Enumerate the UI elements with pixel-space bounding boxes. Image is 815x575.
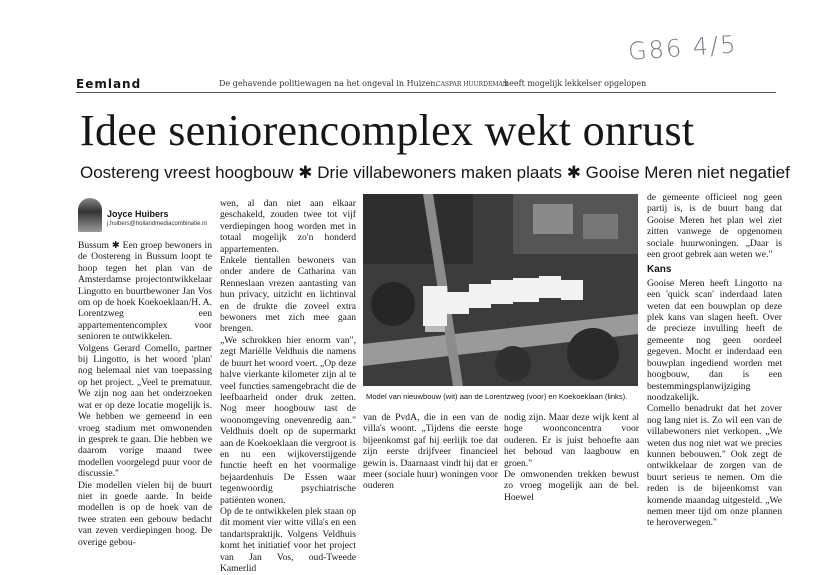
author-photo [78,198,102,232]
subheadline: Oostereng vreest hoogbouw ✱ Drie villabewoners maken plaats ✱ Gooise Meren niet negatief [80,163,790,182]
paragraph: „We schrokken hier enorm van", zegt Mariëlle Veldhuis die namens de buurt het woord voert. „Op deze halve vierkante kilometer zijn al te veel functies samengebracht die de leefbaarheid onder druk zetten. Nog meer hoogbouw tast de woonomgeving onevenredig aan." Veldhuis doelt op de supermarkt aan de Koekoeklaan die vergroot is en nu een wijkoverstijgende functie heeft en het voormalige bejaardenhuis De Essen waar tegenwoordig psychiatrische patiënten wonen. [220,334,356,506]
article-column-2 [220,198,356,574]
section-label: Eemland [76,77,142,91]
article-column-3 [363,412,498,492]
paragraph: nodig zijn. Maar deze wijk kent al hoge woonconcentra voor ouderen. Er is juist behoefte aan het behoud van laagbouw en groen." [504,412,639,469]
paragraph: van de PvdA, die in een van de villa's woont. „Tijdens die eerste bijeenkomst gaf hij eerlijk toe dat zijn eerste drijfveer financieel gewin is. Daarnaast vindt hij dat er meer (sociale huur) woningen voor ouderen [363,412,498,492]
running-head-right: heeft mogelijk lekkelser opgelopen [504,79,647,88]
paragraph: Volgens Gerard Comello, partner bij Lingotto, is het woord 'plan' nog helemaal niet van toepassing op het project. „Veel te prematuur. We zijn nog aan het onderzoeken wat er op deze locatie mogelijk is. We hebben we gemeend in een vroeg stadium met omwonenden in gesprek te gaan. Die hebben we daarom vorige maand twee modellen voorgelegd puur voor de discussie." [78,342,212,480]
handwritten-annotation: G86 4/5 [627,30,739,66]
paragraph: Comello benadrukt dat het zover nog lang niet is. Zo wil een van de villabewoners niet verkopen. „We weten dus nog niet wat we precies kunnen bebouwen." Ook zegt de ontwikkelaar de zorgen van de buurt serieus te nemen. Om die reden is de bijeenkomst van komende maandag uitgesteld. „We nemen meer tijd om onze plannen te heroverwegen." [647,403,782,529]
author-name: Joyce Huibers [107,209,169,219]
article-column-1 [78,240,212,548]
headline: Idee seniorencomplex wekt onrust [80,106,695,155]
aerial-photo-graphic [363,194,638,386]
article-column-5 [647,192,782,529]
paragraph: Die modellen vielen bij de buurt niet in goede aarde. In beide modellen is op de hoek van de twee straten een gebouw bedacht van zeven verdiepingen hoog. De overige gebou- [78,479,212,548]
paragraph: wen, al dan niet aan elkaar geschakeld, zouden twee tot vijf verdiepingen hoog worden met in totaal mogelijk zo'n honderd appartementen. [220,198,356,255]
photo-caption: Model van nieuwbouw (wit) aan de Lorentzweg (voor) en Koekoeklaan (links). [366,392,628,401]
running-head-left: De gehavende politiewagen na het ongeval in Huizen. [219,79,438,88]
paragraph: Gooise Meren heeft Lingotto na een 'quick scan' inderdaad laten weten dat een bouwplan op deze plek kans van slagen heeft. Over de precieze invulling heeft de gemeente nog geen oordeel gegeven. Mocht er inderdaad een bouwplan ingediend worden met hoogbouw, dan is een bestemmingsplanwijziging noodzakelijk. [647,277,782,403]
aerial-model-photo [363,194,638,386]
paragraph: Enkele tientallen bewoners van onder andere de Catharina van Renneslaan vrezen aantasting van hun privacy, uitzicht en lichtinval en de drukte die zoveel extra bewoners met zich mee gaan brengen. [220,255,356,335]
paragraph: De omwonenden trekken bewust zo vroeg mogelijk aan de bel. Hoewel [504,469,639,503]
paragraph: de gemeente officieel nog geen partij is, is de buurt bang dat Gooise Meren het plan wel ziet zitten vanwege de opgenomen sociale huurwoningen. „Daar is een groot gebrek aan weten we." [647,192,782,261]
running-head-credit: CASPAR HUURDEMAN [436,81,509,88]
paragraph: Bussum ✱ Een groep bewoners in de Oostereng in Bussum loopt te hoop tegen het plan van de Amsterdamse projectontwikkelaar Lingotto en buurtbewoner Jan Vos om op de hoek Koekoeklaan/H. A. Lorentzweg een appartementencomplex voor senioren te ontwikkelen. [78,240,212,343]
intertitle: Kans [647,264,672,276]
article-column-4 [504,412,639,503]
author-email: j.huibers@hollandmediacombinatie.nl [107,221,207,227]
paragraph: Op de te ontwikkelen plek staan op dit moment vier witte villa's en een tandartspraktijk. Volgens Veldhuis komt het initiatief voor het project van Jan Vos, oud-Tweede Kamerlid [220,505,356,574]
